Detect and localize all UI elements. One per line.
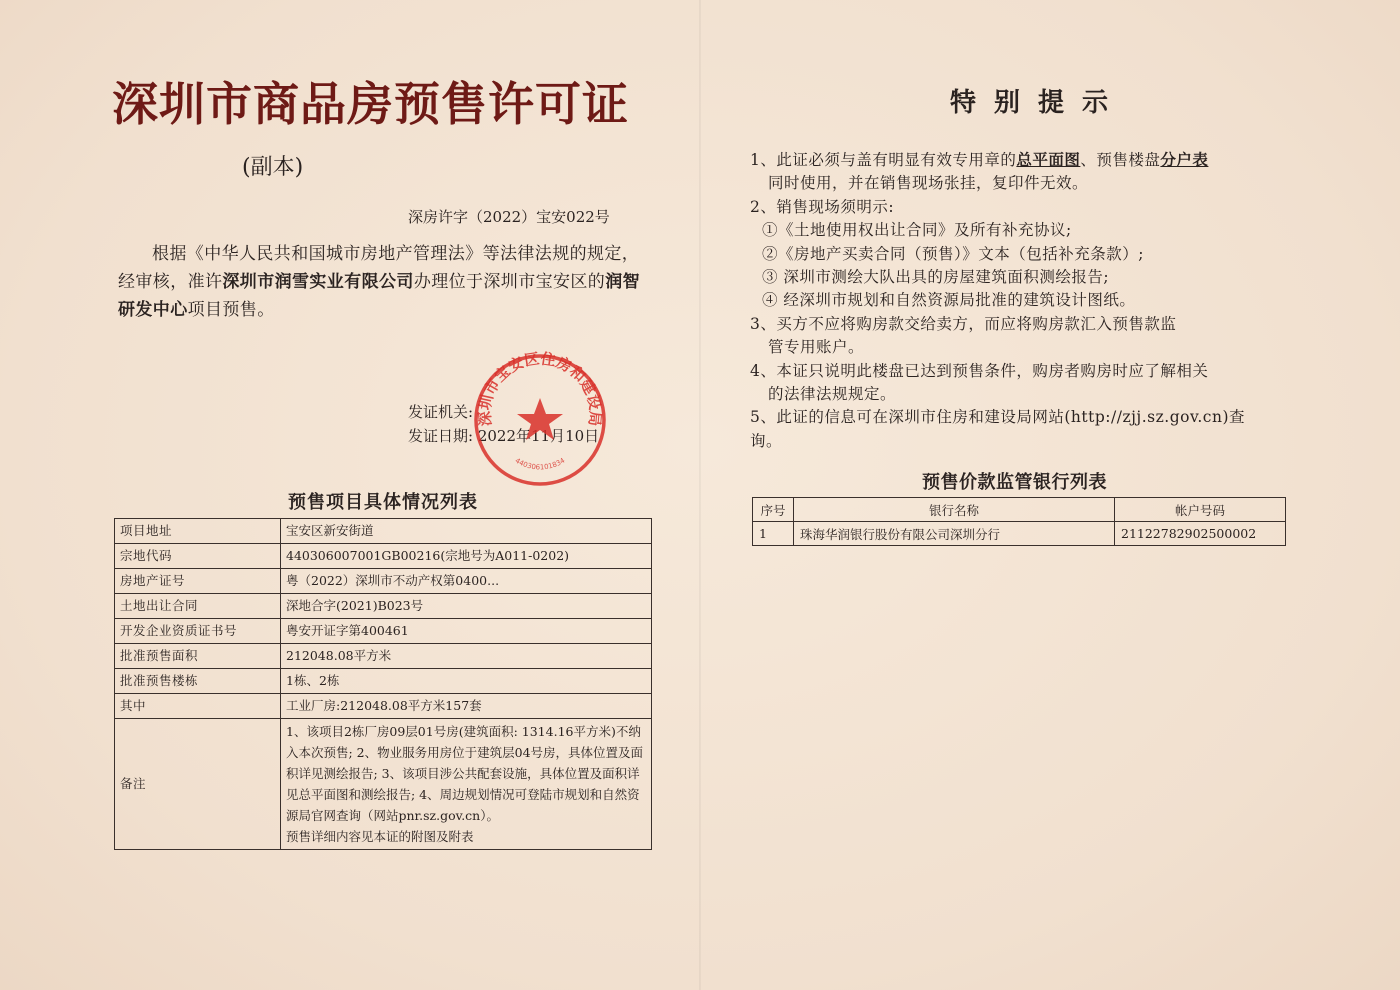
permit-number: 深房许字（2022）宝安022号 xyxy=(408,208,610,226)
notice-item-5-cont: 询。 xyxy=(750,431,783,450)
issue-date: 发证日期: 2022年11月10日 xyxy=(408,427,600,445)
notes-label: 备注 xyxy=(115,719,281,850)
seal-icon xyxy=(470,350,610,490)
svg-text:440306101834 xyxy=(514,456,567,471)
notice-item-3: 3、买方不应将购房款交给卖方，而应将购房款汇入预售款监 xyxy=(750,314,1177,333)
notice-sub-2: ②《房地产买卖合同（预售）》文本（包括补充条款）; xyxy=(762,244,1144,263)
row-value: 深地合字(2021)B023号 xyxy=(281,594,652,619)
table-row xyxy=(753,522,1286,546)
copy-label: (副本) xyxy=(242,155,304,180)
center-fold xyxy=(699,0,701,990)
row-key: 其中 xyxy=(115,694,281,719)
bank-index: 1 xyxy=(753,522,794,546)
row-value: 宝安区新安街道 xyxy=(281,519,652,544)
row-value: 212048.08平方米 xyxy=(281,644,652,669)
table-row xyxy=(115,594,652,619)
row-value: 1栋、2栋 xyxy=(281,669,652,694)
issuer-label: 发证机关: xyxy=(408,403,474,421)
notice-item-2: 2、销售现场须明示: xyxy=(750,197,895,216)
row-key: 批准预售面积 xyxy=(115,644,281,669)
notice-title: 特别提示 xyxy=(950,88,1127,118)
row-key: 宗地代码 xyxy=(115,544,281,569)
bank-account: 21122782902500002 xyxy=(1115,522,1286,546)
row-key: 批准预售楼栋 xyxy=(115,669,281,694)
header-index: 序号 xyxy=(753,498,794,522)
seal-text: 深圳市宝安区住房和建设局 xyxy=(475,350,605,427)
project-table-title: 预售项目具体情况列表 xyxy=(288,492,478,513)
header-account: 帐户号码 xyxy=(1115,498,1286,522)
row-key: 项目地址 xyxy=(115,519,281,544)
row-key: 土地出让合同 xyxy=(115,594,281,619)
notice-item-4: 4、本证只说明此楼盘已达到预售条件，购房者购房时应了解相关 xyxy=(750,361,1209,380)
approval-paragraph xyxy=(118,240,648,324)
table-row xyxy=(115,569,652,594)
row-value: 工业厂房:212048.08平方米157套 xyxy=(281,694,652,719)
notice-text: 、预售楼盘 xyxy=(1080,151,1161,169)
bank-name: 珠海华润银行股份有限公司深圳分行 xyxy=(794,522,1115,546)
notice-emph: 总平面图 xyxy=(1016,150,1081,169)
company-name: 深圳市润雪实业有限公司 xyxy=(222,272,414,292)
para-part-1: 根据《中华人民共和国城市房地产管理法》等法律法规的规定，经审核，准许 xyxy=(118,244,640,292)
notes-text: 1、该项目2栋厂房09层01号房(建筑面积: 1314.16平方米)不纳入本次预售; 2、物业服务用房位于建筑层04号房，具体位置及面积详见测绘报告; 3、该项目涉公共配套设施，具体位置及面积详见总平面图和测绘报告; 4、周边规划情况可登陆市规划和自然资源局官网查询（网站pnr.sz.gov.cn）。 xyxy=(286,724,644,823)
table-row xyxy=(115,694,652,719)
table-row xyxy=(115,519,652,544)
para-part-3: 项目预售。 xyxy=(187,300,275,320)
notice-text: 1、此证必须与盖有明显有效专用章的 xyxy=(750,151,1017,169)
notes-cell xyxy=(281,719,652,850)
project-details-table xyxy=(114,518,652,850)
header-bank-name: 银行名称 xyxy=(794,498,1115,522)
row-key: 开发企业资质证书号 xyxy=(115,619,281,644)
notice-sub-3: ③ 深圳市测绘大队出具的房屋建筑面积测绘报告; xyxy=(762,268,1110,287)
bank-table-title: 预售价款监管银行列表 xyxy=(922,472,1107,493)
notice-item-3-cont: 管专用账户。 xyxy=(768,338,865,357)
row-value: 粤安开证字第400461 xyxy=(281,619,652,644)
notice-sub-4: ④ 经深圳市规划和自然资源局批准的建筑设计图纸。 xyxy=(762,291,1136,310)
seal-code: 440306101834 xyxy=(513,456,567,472)
notice-emph: 分户表 xyxy=(1160,150,1209,169)
para-part-2: 办理位于深圳市宝安区的 xyxy=(413,272,606,292)
row-key: 房地产证号 xyxy=(115,569,281,594)
notes-tail: 预售详细内容见本证的附图及附表 xyxy=(286,829,474,844)
table-row-notes xyxy=(115,719,652,850)
notice-item-1-cont: 同时使用，并在销售现场张挂，复印件无效。 xyxy=(768,174,1089,193)
notice-item-5: 5、此证的信息可在深圳市住房和建设局网站(http://zjj.sz.gov.cn)查 xyxy=(750,408,1246,427)
official-seal xyxy=(470,350,610,490)
notice-item-1 xyxy=(750,148,1290,172)
certificate-title: 深圳市商品房预售许可证 xyxy=(112,77,629,131)
table-header-row xyxy=(753,498,1286,522)
row-value: 粤（2022）深圳市不动产权第0400... xyxy=(281,569,652,594)
table-row xyxy=(115,669,652,694)
project-name: 润智研发中心 xyxy=(118,272,641,320)
bank-table xyxy=(752,497,1286,546)
notice-item-4-cont: 的法律法规规定。 xyxy=(768,385,897,404)
table-row xyxy=(115,619,652,644)
table-row xyxy=(115,644,652,669)
table-row xyxy=(115,544,652,569)
row-value: 440306007001GB00216(宗地号为A011-0202) xyxy=(281,544,652,569)
notice-sub-1: ①《土地使用权出让合同》及所有补充协议; xyxy=(762,221,1072,240)
notice-list xyxy=(750,148,1290,453)
